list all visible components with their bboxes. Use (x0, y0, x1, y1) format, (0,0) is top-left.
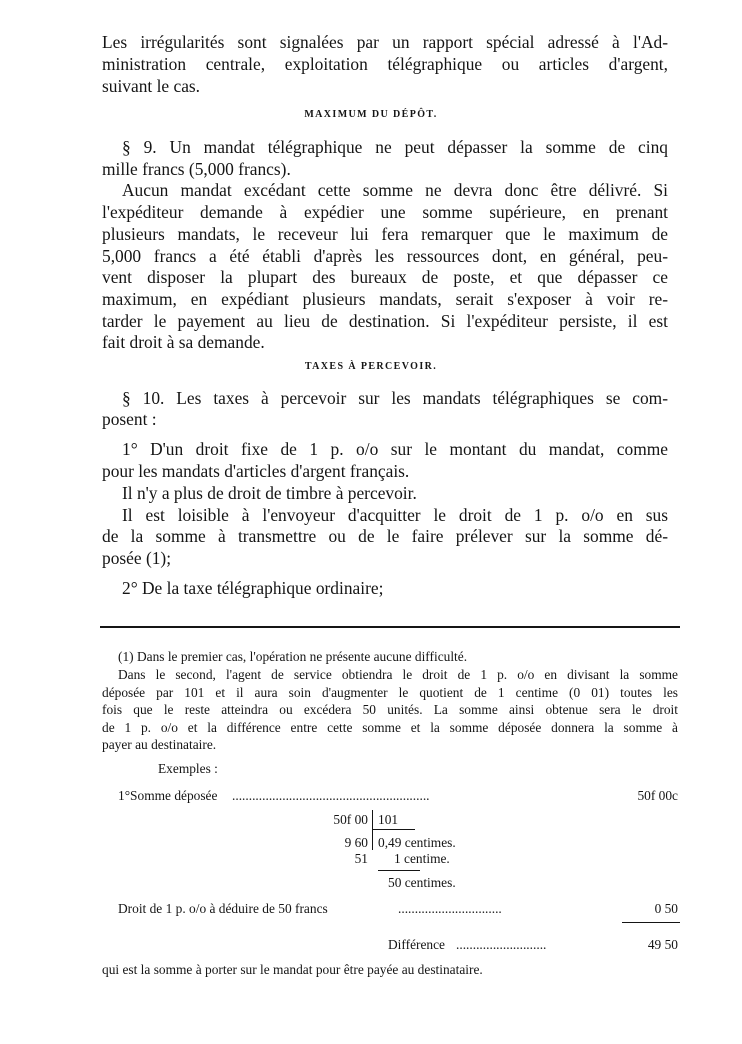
para10-line-2: posent : (102, 409, 157, 429)
maximum-heading: MAXIMUM DU DÉPÔT. (304, 109, 438, 120)
taxes-heading: TAXES À PERCEVOIR. (304, 361, 438, 372)
footnote-line-4: fois que le reste atteindra ou excédera 50 unités. La somme ainsi obtenue sera le droit (102, 702, 678, 717)
para9-line-9: tarder le payement au lieu de destination. Si l'expéditeur persiste, il est (102, 311, 668, 331)
droit-value: 0 50 (654, 901, 678, 916)
difference-value: 49 50 (647, 937, 678, 952)
footnote-line-5: de 1 p. o/o et la différence entre cette somme et la somme déposée donnera la somme à (102, 720, 678, 735)
para9-line-10: fait droit à sa demande. (102, 332, 265, 352)
somme-label: 1°Somme déposée (118, 788, 218, 803)
division-sum-bar (378, 870, 420, 871)
footnote-closing: qui est la somme à porter sur le mandat pour être payée au destinataire. (102, 962, 483, 977)
para10-line-5: Il n'y a plus de droit de timbre à percevoir. (122, 483, 417, 503)
difference-label: Différence (388, 937, 445, 952)
footnote-line-6: payer au destinataire. (102, 737, 217, 752)
division-dividend: 50f 00 (333, 812, 368, 827)
intro-line-2: ministration centrale, exploitation télégraphique ou articles d'argent, (102, 54, 668, 74)
footnote-line-3: déposée par 101 et il aura soin d'augmenter le quotient de 1 centime (0 01) toutes les (102, 685, 678, 700)
division-divisor: 101 (378, 812, 399, 827)
footnote-line-2: Dans le second, l'agent de service obtiendra le droit de 1 p. o/o en divisant la somme (118, 667, 678, 682)
para10-line-3: 1° D'un droit fixe de 1 p. o/o sur le montant du mandat, comme (122, 439, 668, 459)
para9-line-3: Aucun mandat excédant cette somme ne devra donc être délivré. Si (122, 180, 668, 200)
subtraction-bar (622, 922, 680, 923)
intro-line-1: Les irrégularités sont signalées par un rapport spécial adressé à l'Ad- (102, 32, 668, 52)
para9-line-7: vent disposer la plupart des bureaux de poste, et que dépasser ce (102, 267, 668, 287)
para10-line-7: de la somme à transmettre ou de le faire prélever sur la somme dé- (102, 526, 668, 546)
somme-leader: ........................................................... (232, 789, 430, 803)
division-quotient-bar (373, 829, 415, 830)
droit-leader: ............................... (398, 902, 502, 916)
para9-line-8: maximum, en expédiant plusieurs mandats, serait s'exposer à voir re- (102, 289, 668, 309)
para10-line-9: 2° De la taxe télégraphique ordinaire; (122, 578, 384, 598)
para10-line-8: posée (1); (102, 548, 172, 568)
para10-line-1: § 10. Les taxes à percevoir sur les mandats télégraphiques se com- (122, 388, 668, 408)
division-result: 50 centimes. (388, 875, 456, 890)
examples-label: Exemples : (158, 761, 218, 776)
droit-label: Droit de 1 p. o/o à déduire de 50 francs (118, 901, 328, 916)
intro-line-3: suivant le cas. (102, 76, 201, 96)
division-row2-left: 9 60 (344, 835, 368, 850)
para9-line-6: 5,000 francs a été établi d'après les ressources dont, en général, peu- (102, 246, 668, 266)
somme-value: 50f 00c (637, 788, 678, 803)
difference-leader: ........................... (456, 938, 547, 952)
footnote-separator (100, 626, 680, 628)
para9-line-5: plusieurs mandats, le receveur lui fera remarquer que le maximum de (102, 224, 668, 244)
para9-line-1: § 9. Un mandat télégraphique ne peut dépasser la somme de cinq (122, 137, 668, 157)
footnote-line-1: (1) Dans le premier cas, l'opération ne présente aucune difficulté. (118, 649, 468, 664)
para10-line-4: pour les mandats d'articles d'argent français. (102, 461, 410, 481)
para10-line-6: Il est loisible à l'envoyeur d'acquitter le droit de 1 p. o/o en sus (122, 505, 668, 525)
division-plus-one: 1 centime. (394, 851, 450, 866)
division-quotient: 0,49 centimes. (378, 835, 456, 850)
para9-line-4: l'expéditeur demande à expédier une somme supérieure, en prenant (102, 202, 668, 222)
division-vertical-bar (372, 810, 373, 850)
para9-line-2: mille francs (5,000 francs). (102, 159, 291, 179)
division-row3-left: 51 (354, 851, 368, 866)
